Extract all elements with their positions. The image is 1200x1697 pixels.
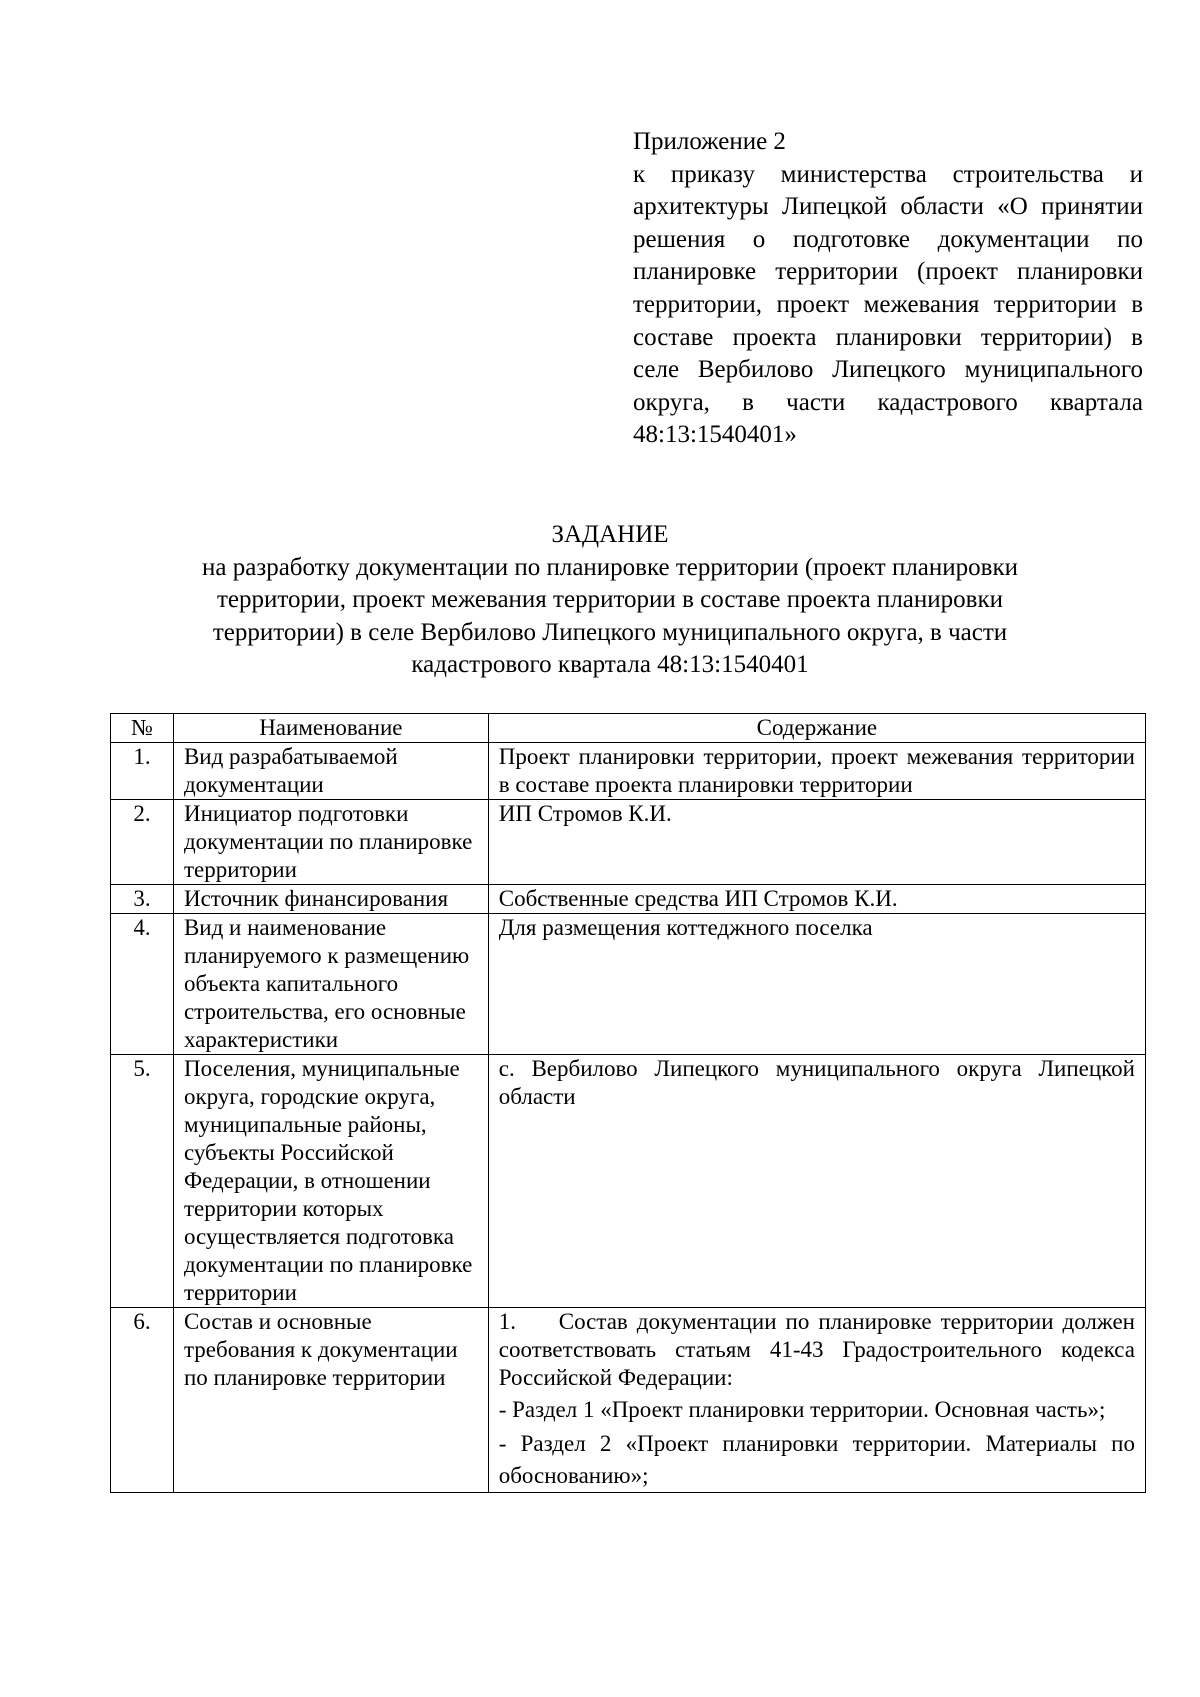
- row-number: 1.: [111, 743, 174, 800]
- task-subtitle: на разработку документации по планировке территории (проект планировки территории, проект межевания территории в составе проекта планировки территории) в селе Вербилово Липецкого муниципального округа, в части кадастрового квартала 48:13:1540401: [202, 553, 1018, 679]
- appendix-title: Приложение 2: [633, 128, 786, 155]
- row-name: Вид разрабатываемой документации: [173, 743, 488, 800]
- row-name: Поселения, муниципальные округа, городские округа, муниципальные районы, субъекты Российской Федерации, в отношении территории которых осуществляется подготовка документации по планировке территории: [173, 1055, 488, 1308]
- task-heading: [150, 519, 1070, 682]
- row-number: 3.: [111, 885, 174, 914]
- content-item: - Раздел 1 «Проект планировки территории. Основная часть»;: [498, 1397, 1106, 1422]
- header-name: Наименование: [173, 714, 488, 743]
- row-number: 6.: [111, 1308, 174, 1493]
- row-content: Для размещения коттеджного поселка: [488, 914, 1145, 1055]
- table-row: [111, 1308, 1146, 1493]
- row-content: ИП Стромов К.И.: [488, 800, 1145, 885]
- row-content: [488, 743, 1145, 800]
- row-content: Собственные средства ИП Стромов К.И.: [488, 885, 1145, 914]
- table-row: [111, 1055, 1146, 1308]
- header-content: Содержание: [488, 714, 1145, 743]
- row-content-text: Проект планировки территории, проект межевания территории в составе проекта планировки территории: [498, 744, 1135, 797]
- header-no: №: [111, 714, 174, 743]
- row-name: Вид и наименование планируемого к размещению объекта капитального строительства, его основные характеристики: [173, 914, 488, 1055]
- row-content: с. Вербилово Липецкого муниципального округа Липецкой области: [488, 1055, 1145, 1308]
- row-number: 5.: [111, 1055, 174, 1308]
- task-title: ЗАДАНИЕ: [551, 521, 669, 548]
- table-row: [111, 885, 1146, 914]
- appendix-text: к приказу министерства строительства и архитектуры Липецкой области «О принятии решения о подготовке документации по планировке территории (проект планировки территории, проект межевания территории в составе проекта планировки территории) в селе Вербилово Липецкого муниципального округа, в части кадастрового квартала 48:13:1540401»: [633, 160, 1143, 449]
- table-header-row: [111, 714, 1146, 743]
- content-item: [499, 1308, 1135, 1392]
- table-row: [111, 800, 1146, 885]
- row-number: 4.: [111, 914, 174, 1055]
- table-row: [111, 743, 1146, 800]
- content-item-text: Состав документации по планировке территории должен соответствовать статьям 41-43 Градостроительного кодекса Российской Федерации:: [498, 1309, 1135, 1390]
- row-name: Инициатор подготовки документации по планировке территории: [173, 800, 488, 885]
- content-item-marker: 1.: [498, 1309, 516, 1334]
- content-item: - Раздел 2 «Проект планировки территории. Материалы по обоснованию»;: [498, 1431, 1135, 1488]
- table-row: [111, 914, 1146, 1055]
- row-content: [488, 1308, 1145, 1493]
- task-table: [110, 713, 1146, 1493]
- row-name: Источник финансирования: [173, 885, 488, 914]
- row-number: 2.: [111, 800, 174, 885]
- appendix-block: [633, 126, 1143, 452]
- row-name: Состав и основные требования к документации по планировке территории: [173, 1308, 488, 1493]
